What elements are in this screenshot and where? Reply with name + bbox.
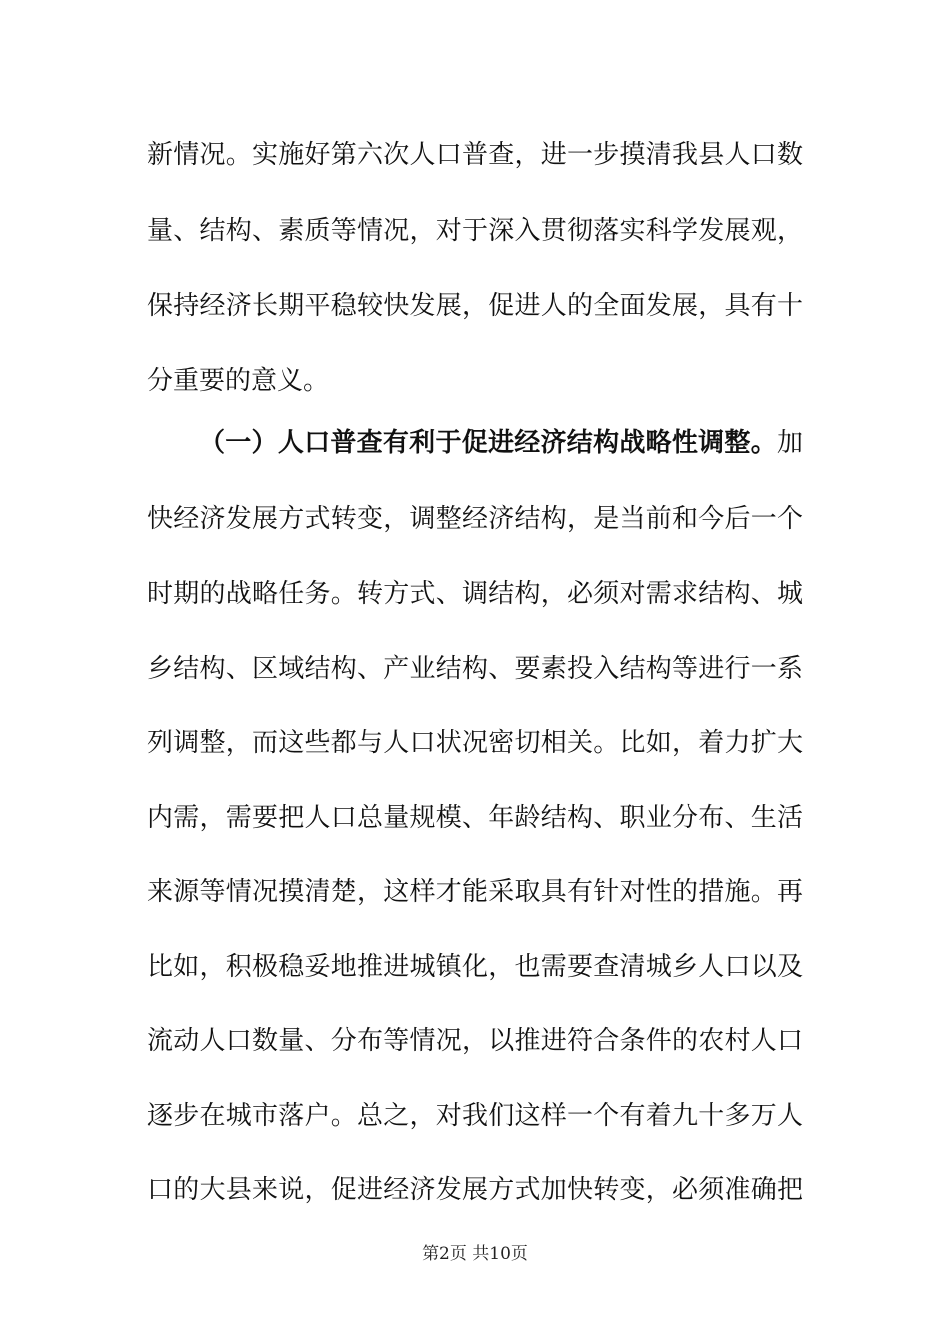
text-line-1: 新情况。实施好第六次人口普查，进一步摸清我县人口数 (147, 140, 803, 170)
text-line-6: 快经济发展方式转变，调整经济结构，是当前和今后一个 (147, 504, 803, 534)
section-heading-line (199, 424, 803, 462)
text-line-4: 分重要的意义。 (147, 366, 330, 396)
text-line-13: 流动人口数量、分布等情况，以推进符合条件的农村人口 (147, 1026, 803, 1056)
section-heading: （一）人口普查有利于促进经济结构战略性调整。 (199, 428, 777, 458)
text-line-7: 时期的战略任务。转方式、调结构，必须对需求结构、城 (147, 579, 803, 609)
text-line-11: 来源等情况摸清楚，这样才能采取具有针对性的措施。再 (147, 877, 803, 907)
text-line-8: 乡结构、区域结构、产业结构、要素投入结构等进行一系 (147, 654, 803, 684)
text-line-9: 列调整，而这些都与人口状况密切相关。比如，着力扩大 (147, 728, 803, 758)
text-line-3: 保持经济长期平稳较快发展，促进人的全面发展，具有十 (147, 291, 803, 321)
page-number-footer: 第2页 共10页 (422, 1244, 528, 1264)
text-line-14: 逐步在城市落户。总之，对我们这样一个有着九十多万人 (147, 1101, 803, 1131)
text-line-15: 口的大县来说，促进经济发展方式加快转变，必须准确把 (147, 1175, 803, 1205)
text-line-10: 内需，需要把人口总量规模、年龄结构、职业分布、生活 (147, 803, 803, 833)
section-heading-continuation: 加 (776, 428, 803, 458)
text-line-2: 量、结构、素质等情况，对于深入贯彻落实科学发展观， (147, 216, 803, 246)
text-line-12: 比如，积极稳妥地推进城镇化，也需要查清城乡人口以及 (147, 952, 803, 982)
